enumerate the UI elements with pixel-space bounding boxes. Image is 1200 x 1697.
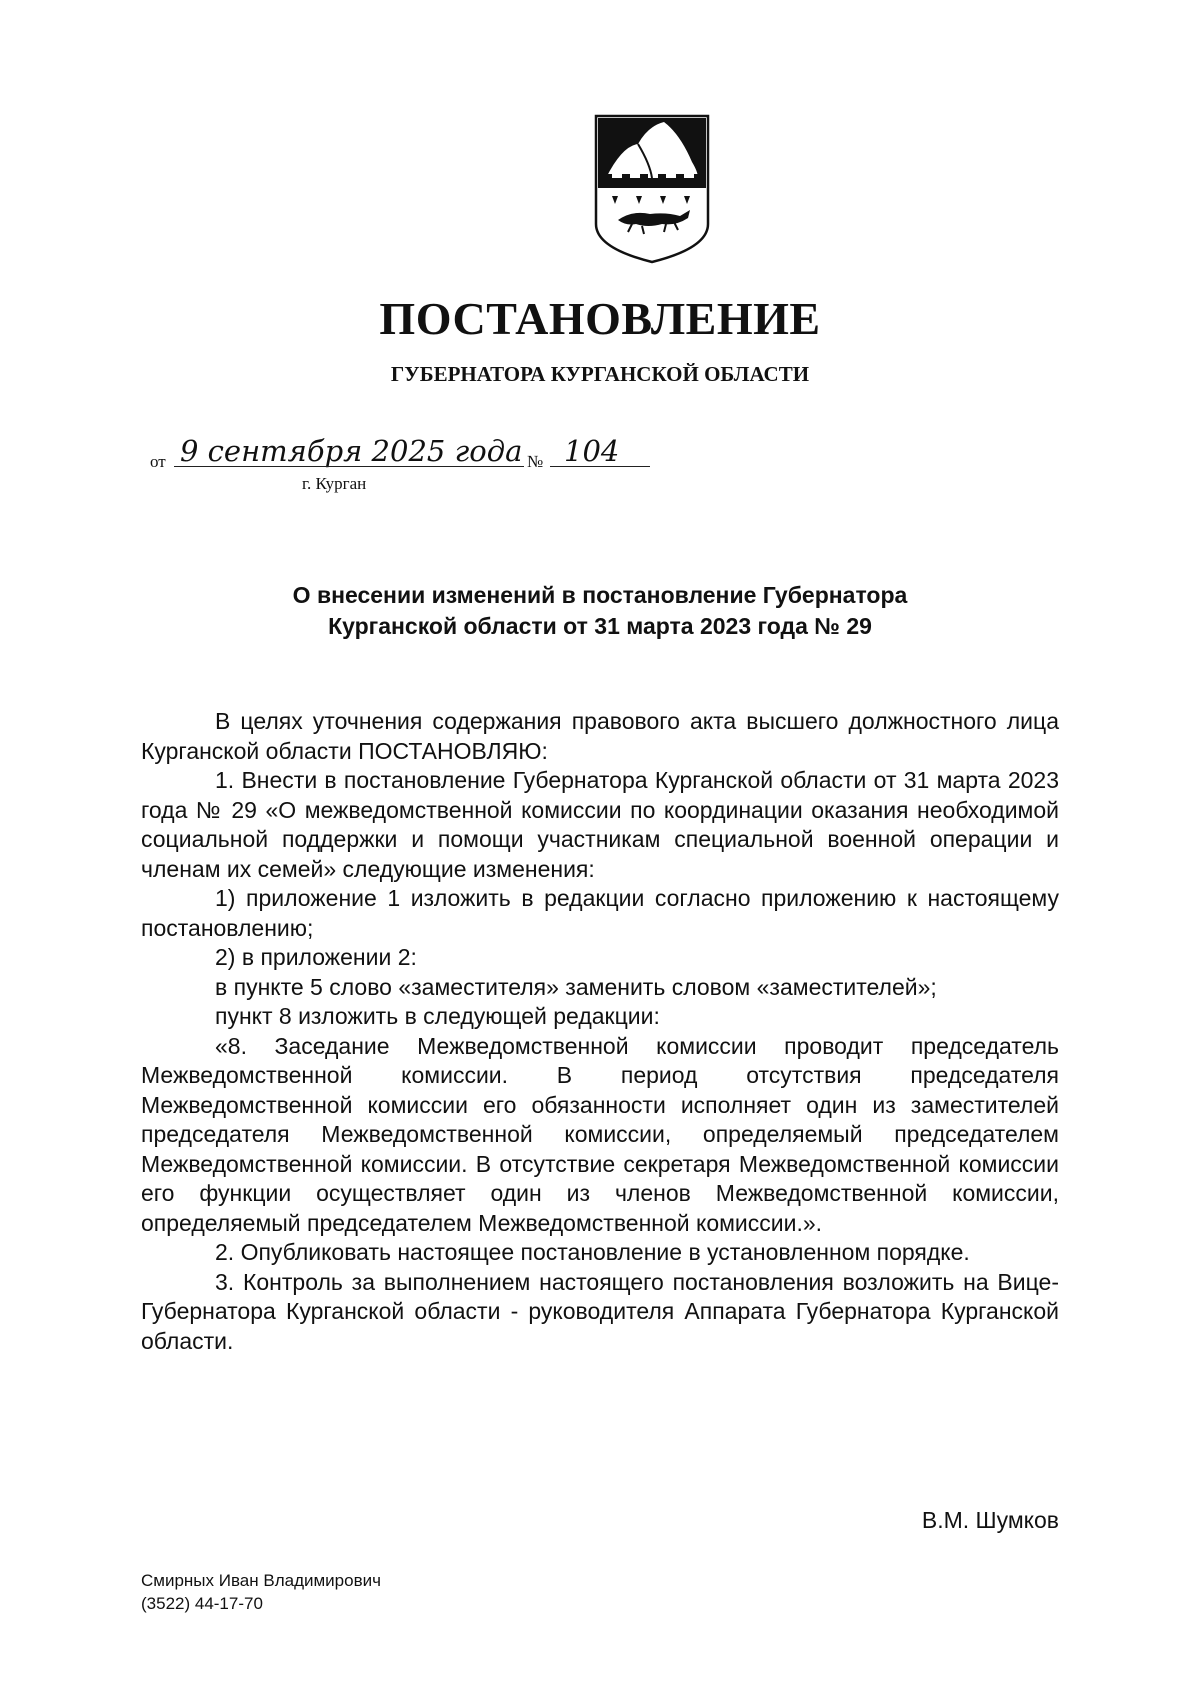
contact-block <box>141 1569 381 1615</box>
subject-line: О внесении изменений в постановление Губернатора <box>292 582 908 608</box>
body-paragraph: 2) в приложении 2: <box>215 944 417 970</box>
document-title: ПОСТАНОВЛЕНИЕ <box>379 293 821 344</box>
signer-name: В.М. Шумков <box>921 1507 1059 1533</box>
body-paragraph: «8. Заседание Межведомственной комиссии проводит председатель Межведомственной комиссии. В период отсутствия председателя Межведомственной комиссии его обязанности исполняет один из заместителей председателя Межведомственной комиссии, определяемый председателем Межведомственной комиссии. В отсутствие секретаря Межведомственной комиссии его функции осуществляет один из членов Межведомственной комиссии, определяемый председателем Межведомственной комиссии.». <box>141 1032 1059 1236</box>
subject-line: Курганской области от 31 марта 2023 года № 29 <box>328 613 872 639</box>
date-prefix: от <box>150 452 166 471</box>
body-paragraph: 3. Контроль за выполнением настоящего постановления возложить на Вице-Губернатора Курганской области - руководителя Аппарата Губернатора Курганской области. <box>141 1268 1059 1354</box>
date-underline <box>174 466 524 467</box>
document-subject <box>150 580 1050 642</box>
handwritten-number: 104 <box>564 434 620 468</box>
contact-name: Смирных Иван Владимирович <box>141 1571 381 1590</box>
body-paragraph: в пункте 5 слово «заместителя» заменить словом «заместителей»; <box>215 973 937 1000</box>
document-body <box>141 707 1059 1356</box>
body-paragraph: 1) приложение 1 изложить в редакции согласно приложению к настоящему постановлению; <box>141 885 1059 941</box>
handwritten-date: 9 сентября 2025 года <box>180 434 523 468</box>
body-paragraph: 2. Опубликовать настоящее постановление в установленном порядке. <box>215 1239 970 1265</box>
document-subtitle: ГУБЕРНАТОРА КУРГАНСКОЙ ОБЛАСТИ <box>390 362 810 386</box>
number-underline <box>550 466 650 467</box>
body-paragraph: В целях уточнения содержания правового акта высшего должностного лица Курганской области ПОСТАНОВЛЯЮ: <box>141 708 1059 764</box>
contact-phone: (3522) 44-17-70 <box>141 1594 263 1613</box>
dateline <box>150 434 670 498</box>
number-sign: № <box>527 452 544 471</box>
body-paragraph: 1. Внести в постановление Губернатора Курганской области от 31 марта 2023 года № 29 «О межведомственной комиссии по координации оказания необходимой социальной поддержки и помощи участникам специальной военной операции и членам их семей» следующие изменения: <box>141 767 1059 882</box>
body-paragraph: пункт 8 изложить в следующей редакции: <box>215 1003 660 1029</box>
kurgan-coat-of-arms-icon <box>592 112 712 264</box>
city-label: г. Курган <box>302 474 367 493</box>
